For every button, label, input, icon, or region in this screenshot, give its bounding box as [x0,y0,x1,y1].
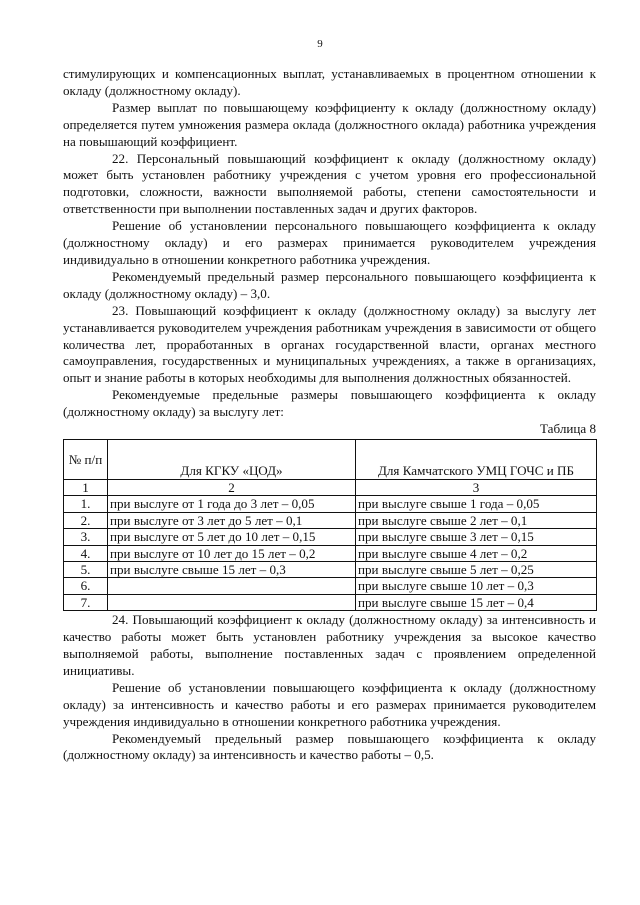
umc-cell: при выслуге свыше 15 лет – 0,4 [356,594,597,610]
column-number: 1 [64,479,108,495]
umc-cell: при выслуге свыше 1 года – 0,05 [356,496,597,512]
table-row [64,545,597,561]
header-tsod: Для КГКУ «ЦОД» [108,439,356,479]
tsod-cell: при выслуге от 1 года до 3 лет – 0,05 [108,496,356,512]
tsod-cell: при выслуге от 3 лет до 5 лет – 0,1 [108,512,356,528]
paragraph: 24. Повышающий коэффициент к окладу (должностному окладу) за интенсивность и качество работы может быть установлен работнику учреждения за высокое качество выполняемой работы, выполнение поставленных задач с проявлением определенной инициативы. [63,612,596,678]
paragraphs-after [63,612,596,764]
umc-cell: при выслуге свыше 5 лет – 0,25 [356,561,597,577]
paragraph: Решение об установлении повышающего коэффициента к окладу (должностному окладу) за интенсивность и качество работы и его размерах принимается руководителем учреждения индивидуально в отношении конкретного работника учреждения. [63,679,596,729]
table-row [64,594,597,610]
table-row [64,578,597,594]
row-number-cell: 5. [64,561,108,577]
tsod-cell [108,594,356,610]
umc-cell: при выслуге свыше 4 лет – 0,2 [356,545,597,561]
tsod-cell: при выслуге свыше 15 лет – 0,3 [108,561,356,577]
umc-cell: при выслуге свыше 2 лет – 0,1 [356,512,597,528]
header-umc: Для Камчатского УМЦ ГОЧС и ПБ [356,439,597,479]
tsod-cell: при выслуге от 10 лет до 15 лет – 0,2 [108,545,356,561]
table-row [64,512,597,528]
table-row [64,529,597,545]
row-number-cell: 2. [64,512,108,528]
row-number-cell: 1. [64,496,108,512]
paragraph: 23. Повышающий коэффициент к окладу (должностному окладу) за выслугу лет устанавливается руководителем учреждения работникам учреждения в зависимости от общего количества лет, проработанных в органах государственной власти, органах местного самоуправления, государственных и муниципальных учреждениях, а также в организациях, опыт и знание работы в которых необходимы для выполнения должностных обязанностей. [63,302,596,386]
paragraph: Решение об установлении персонального повышающего коэффициента к окладу (должностному окладу) и его размерах принимается руководителем учреждения индивидуально в отношении конкретного работника учреждения. [63,218,596,267]
table-body [64,496,597,611]
paragraphs-before [63,66,596,421]
paragraph: 22. Персональный повышающий коэффициент к окладу (должностному окладу) может быть установлен работнику учреждения с учетом уровня его профессиональной подготовки, сложности, важности выполняемой работы, степени самостоятельности и ответственности при выполнении поставленных задач и других факторов. [63,150,596,217]
paragraph: стимулирующих и компенсационных выплат, устанавливаемых в процентном отношении к окладу (должностному окладу). [63,66,596,98]
tsod-cell: при выслуге от 5 лет до 10 лет – 0,15 [108,529,356,545]
paragraph: Рекомендуемые предельные размеры повышающего коэффициента к окладу (должностному окладу) за выслугу лет: [63,387,596,420]
row-number-cell: 7. [64,594,108,610]
table-row [64,496,597,512]
paragraph: Рекомендуемый предельный размер персонального повышающего коэффициента к окладу (должностному окладу) – 3,0. [63,268,596,301]
table-row [64,561,597,577]
paragraph: Рекомендуемый предельный размер повышающего коэффициента к окладу (должностному окладу) за интенсивность и качество работы – 0,5. [63,730,596,763]
umc-cell: при выслуге свыше 3 лет – 0,15 [356,529,597,545]
column-number: 3 [356,479,597,495]
column-number-row [64,479,597,495]
tsod-cell [108,578,356,594]
coefficient-table [63,439,597,611]
column-number: 2 [108,479,356,495]
row-number-cell: 6. [64,578,108,594]
row-number-cell: 4. [64,545,108,561]
header-number: № п/п [64,439,108,479]
paragraph: Размер выплат по повышающему коэффициенту к окладу (должностному окладу) определяется путем умножения размера оклада (должностного оклада) работника учреждения на повышающий коэффициент. [63,99,596,149]
table-caption: Таблица 8 [540,421,596,437]
row-number-cell: 3. [64,529,108,545]
page-number: 9 [317,38,323,50]
document-body [63,66,596,764]
umc-cell: при выслуге свыше 10 лет – 0,3 [356,578,597,594]
